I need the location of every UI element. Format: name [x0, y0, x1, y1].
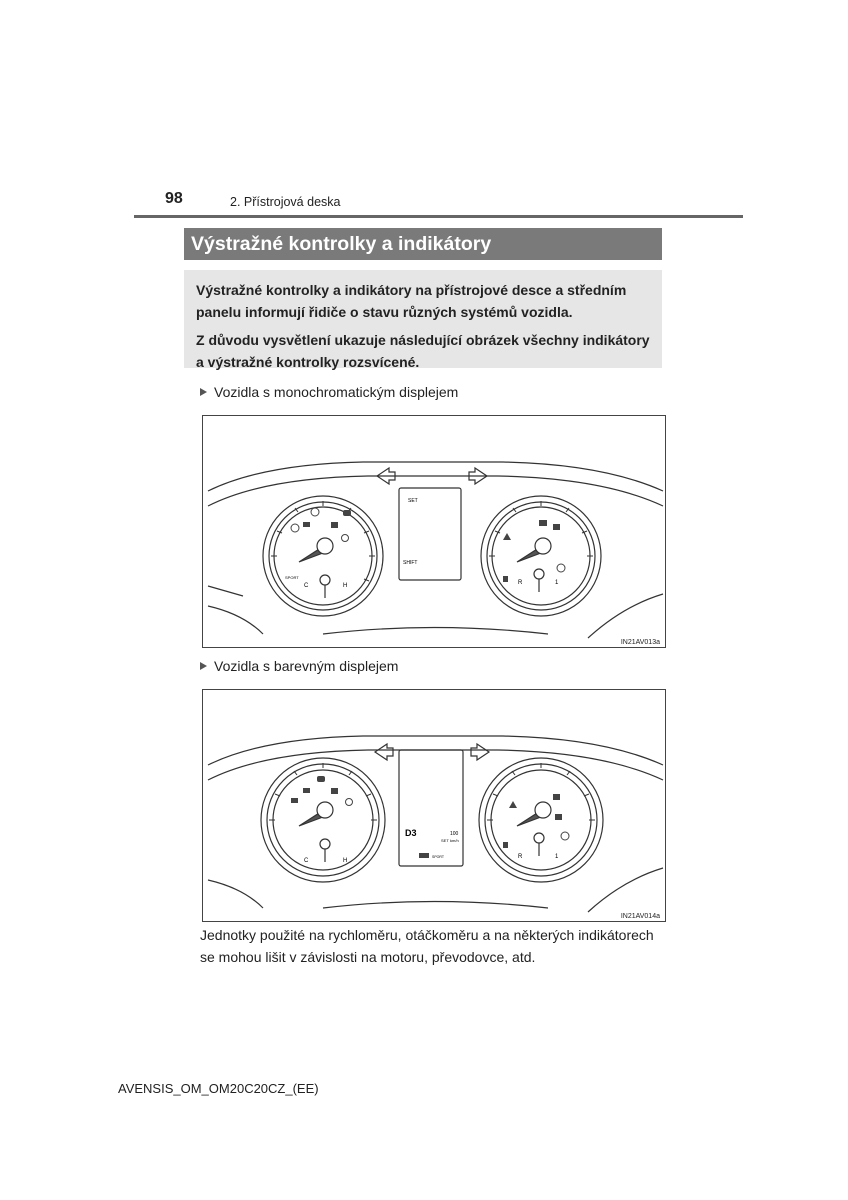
bullet-triangle-icon [200, 388, 207, 396]
display-speed-unit: km/h [450, 838, 459, 843]
gauge-fuel-e-letter: R [518, 854, 523, 860]
gauge-fuel-f-letter: 1 [555, 854, 559, 860]
chapter-title: 2. Přístrojová deska [230, 195, 341, 209]
intro-paragraph-2: Z důvodu vysvětlení ukazuje následující obrázek všechny indikátory a výstražné kontrolky rozsvícené. [196, 332, 650, 370]
intro-paragraph-1: Výstražné kontrolky a indikátory na přístrojové desce a středním panelu informují řidiče o stavu různých systémů vozidla. [196, 282, 627, 320]
section-title: Výstražné kontrolky a indikátory [184, 228, 662, 260]
gauge-cold-letter: C [304, 858, 309, 864]
figure-1-code: IN21AV013a [620, 639, 660, 646]
page-number: 98 [165, 190, 183, 207]
figure-2-code: IN21AV014a [620, 913, 660, 920]
cluster-illustration-monochrome [203, 416, 665, 647]
cluster-illustration-color [203, 690, 665, 921]
display-shift-label: SHIFT [403, 560, 418, 566]
gauge-hot-letter: H [343, 858, 348, 864]
gauge-cold-letter: C [304, 583, 309, 589]
bullet-triangle-icon [200, 662, 207, 670]
figure-1-caption-text: Vozidla s monochromatickým displejem [214, 384, 459, 400]
figure-2-cluster-color [202, 689, 666, 922]
figure-2-caption [200, 658, 398, 674]
header-divider [134, 215, 743, 218]
display-set-label: SET [408, 498, 418, 504]
gauge-fuel-e-letter: R [518, 580, 523, 586]
display-gear-indicator: D3 [405, 828, 417, 838]
figure-2-caption-text: Vozidla s barevným displejem [214, 658, 399, 674]
display-set-label: SET [441, 838, 449, 843]
gauge-hot-letter: H [343, 583, 348, 589]
display-sport-label: SPORT [432, 855, 444, 859]
display-speed-limit: 100 [450, 831, 459, 837]
intro-box [184, 270, 662, 368]
document-footer-code: AVENSIS_OM_OM20C20CZ_(EE) [118, 1081, 319, 1096]
figure-1-caption [200, 384, 458, 400]
gauge-sport-label: SPORT [285, 575, 299, 580]
footnote-text: Jednotky použité na rychloměru, otáčkoměru a na některých indikátorech se mohou lišit v závislosti na motoru, převodovce, atd. [200, 927, 654, 965]
gauge-fuel-f-letter: 1 [555, 580, 559, 586]
figure-1-cluster-monochrome [202, 415, 666, 648]
